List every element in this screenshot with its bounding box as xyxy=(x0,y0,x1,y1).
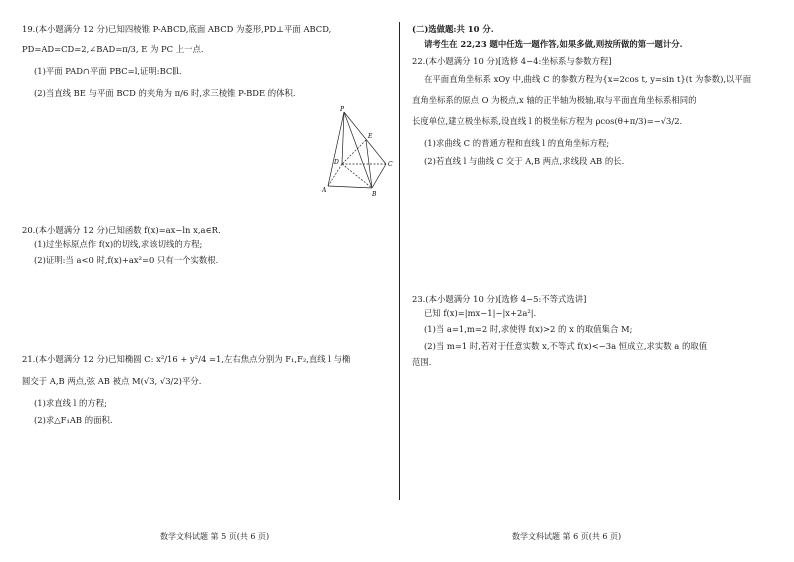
q19-line2: PD=AD=CD=2,∠BAD=π/3, E 为 PC 上一点. xyxy=(22,44,204,54)
footer-page-5: 数学文科试题 第 5 页(共 6 页) xyxy=(160,532,270,541)
q23-part2b: 范围. xyxy=(412,357,432,367)
pyramid-figure xyxy=(322,106,400,198)
q22-part2: (2)若直线 l 与曲线 C 交于 A,B 两点,求线段 AB 的长. xyxy=(424,156,625,166)
q23-part2a: (2)当 m=1 时,若对于任意实数 x,不等式 f(x)<−3a 恒成立,求实数 a 的取值 xyxy=(424,341,708,351)
q21-line1: 21.(本小题满分 12 分)已知椭圆 C: x²/16 + y²/4 =1,左右焦点分别为 F₁,F₂,直线 l 与椭 xyxy=(22,354,351,364)
right-column xyxy=(412,24,772,524)
q19-part1: (1)平面 PAD∩平面 PBC=l,证明:BC∥l. xyxy=(34,66,182,76)
label-E: E xyxy=(368,133,373,140)
q21-part1: (1)求直线 l 的方程; xyxy=(34,398,107,408)
q20-part2: (2)证明:当 a<0 时,f(x)+ax²=0 只有一个实数根. xyxy=(34,255,219,265)
q20-line1: 20.(本小题满分 12 分)已知函数 f(x)=ax−ln x,a∈R. xyxy=(22,225,221,235)
q19-part2: (2)当直线 BE 与平面 BCD 的夹角为 π/6 时,求三棱锥 P-BDE 的体积. xyxy=(34,88,296,98)
label-D: D xyxy=(334,159,339,166)
section-title: (二)选做题:共 10 分. xyxy=(412,24,494,34)
q23-part1: (1)当 a=1,m=2 时,求使得 f(x)>2 的 x 的取值集合 M; xyxy=(424,324,633,334)
section-note: 请考生在 22,23 题中任选一题作答,如果多做,则按所做的第一题计分. xyxy=(424,39,683,49)
q23-line1: 23.(本小题满分 10 分)[选修 4−5:不等式选讲] xyxy=(412,294,587,304)
footer-page-6: 数学文科试题 第 6 页(共 6 页) xyxy=(512,532,622,541)
q22-part1: (1)求曲线 C 的普通方程和直线 l 的直角坐标方程; xyxy=(424,138,610,148)
q22-line1: 22.(本小题满分 10 分)[选修 4−4:坐标系与参数方程] xyxy=(412,56,612,66)
label-P: P xyxy=(340,106,345,113)
q20-part1: (1)过坐标原点作 f(x)的切线,求该切线的方程; xyxy=(34,239,203,249)
column-divider xyxy=(399,22,400,500)
label-B: B xyxy=(372,191,377,198)
q21-part2: (2)求△F₁AB 的面积. xyxy=(34,415,113,425)
q22-line3: 直角坐标系的原点 O 为极点,x 轴的正半轴为极轴,取与平面直角坐标系相同的 xyxy=(412,95,697,105)
left-column xyxy=(22,24,394,524)
q22-line4: 长度单位,建立极坐标系,设直线 l 的极坐标方程为 ρcos(θ+π/3)=−√3/2. xyxy=(412,116,683,126)
q22-line2: 在平面直角坐标系 xOy 中,曲线 C 的参数方程为{x=2cos t, y=sin t}(t 为参数),以平面 xyxy=(424,74,752,84)
q21-line2: 圆交于 A,B 两点,弦 AB 被点 M(√3, √3/2)平分. xyxy=(22,376,202,386)
label-C: C xyxy=(388,161,393,168)
pyramid-diagram xyxy=(322,106,400,198)
label-A: A xyxy=(322,187,327,194)
q19-line1: 19.(本小题满分 12 分)已知四棱锥 P-ABCD,底面 ABCD 为菱形,PD⊥平面 ABCD, xyxy=(22,24,332,34)
q23-line2: 已知 f(x)=|mx−1|−|x+2a²|. xyxy=(424,308,537,318)
